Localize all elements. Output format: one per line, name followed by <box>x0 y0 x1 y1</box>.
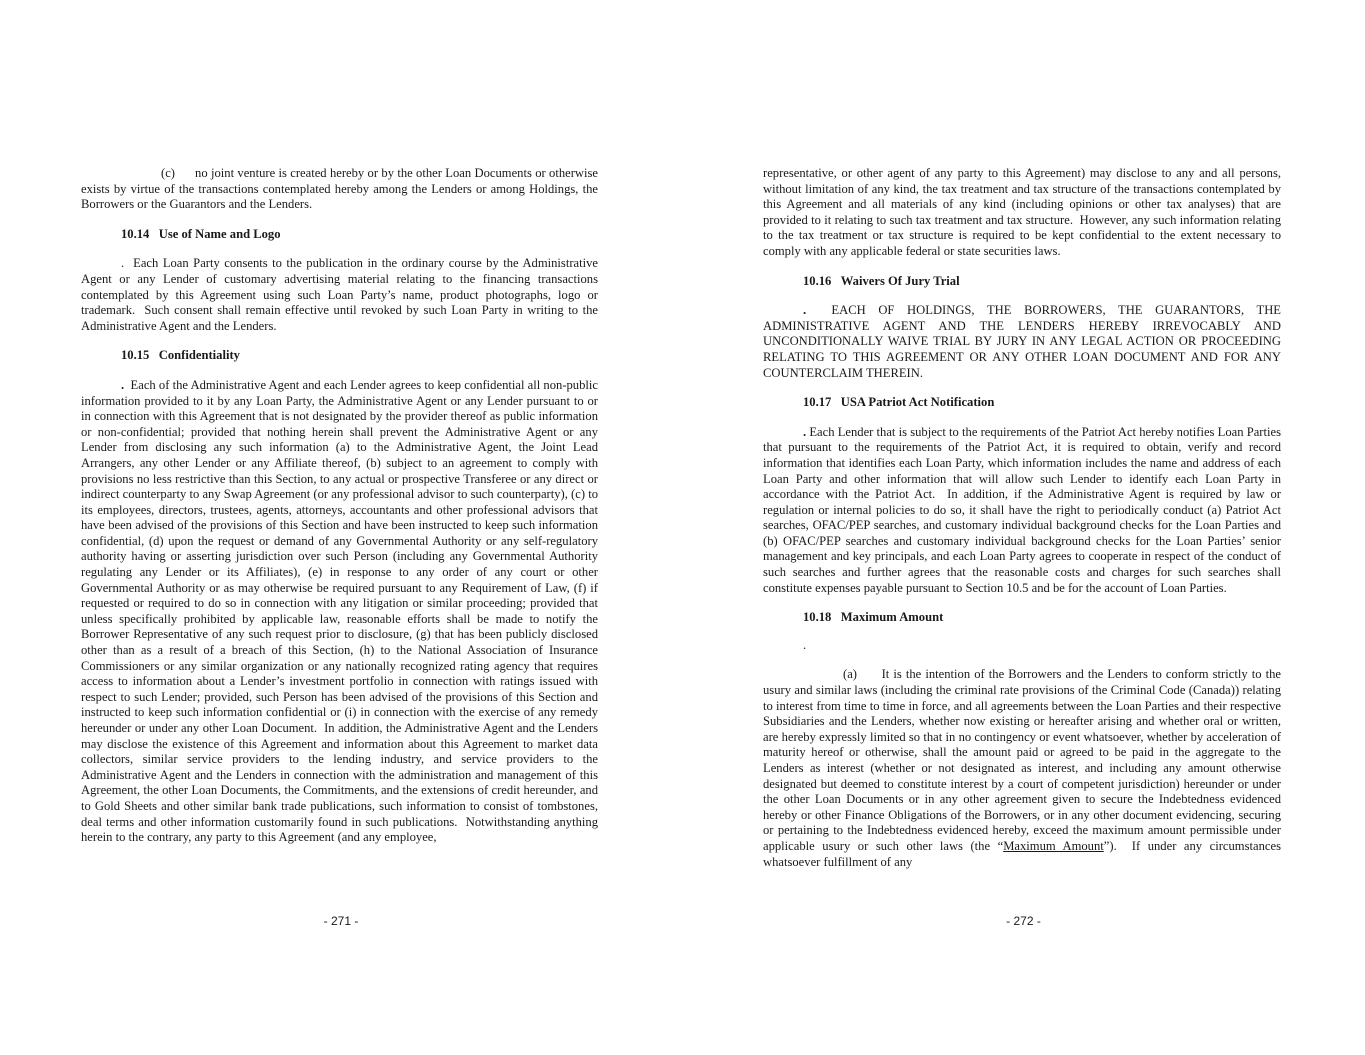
paragraph-continuation: representative, or other agent of any party to this Agreement) may disclose to any and all persons, without limitation of any kind, the tax treatment and tax structure of the transactions contemplated by this Agreement and all materials of any kind (including opinions or other tax analyses) that are provided to it relating to such tax treatment and tax structure. However, any such information relating to the tax treatment or tax structure is required to be kept confidential to the extent necessary to comply with any applicable federal or state securities laws. <box>763 166 1281 258</box>
paragraph-10-16 <box>763 303 1281 381</box>
paragraph-lead-dot: . <box>121 256 125 271</box>
section-heading-10-16: 10.16 Waivers Of Jury Trial <box>803 273 960 288</box>
left-page <box>0 0 682 1055</box>
paragraph-lead-dot: . <box>121 377 125 392</box>
paragraph-text: EACH OF HOLDINGS, THE BORROWERS, THE GUARANTORS, THE ADMINISTRATIVE AGENT AND THE LENDERS HEREBY IRREVOCABLY AND UNCONDITIONALLY WAIVE TRIAL BY JURY IN ANY LEGAL ACTION OR PROCEEDING RELATING TO THIS AGREEMENT OR ANY OTHER LOAN DOCUMENT AND FOR ANY COUNTERCLAIM THEREIN. <box>763 303 1281 380</box>
section-heading-10-18: 10.18 Maximum Amount <box>803 610 944 625</box>
page-number: - 271 - <box>323 914 359 928</box>
paragraph-c: (c) no joint venture is created hereby or by the other Loan Documents or otherwise exists by virtue of the transactions contemplated hereby among the Lenders or among Holdings, the Borrowers or the Guarantors and the Lenders. <box>81 166 598 212</box>
page-number: - 272 - <box>1006 914 1041 928</box>
paragraph-text: Each of the Administrative Agent and each Lender agrees to keep confidential all non-public information provided to it by any Loan Party, the Administrative Agent or any Lender pursuant to or in connection with this Agreement that is not designated by the provider thereof as public information or non-confidential; provided that nothing herein shall prevent the Administrative Agent or any Lender from disclosing any such information (a) to the Administrative Agent, the Joint Lead Arrangers, any other Lender or any Affiliate thereof, (b) subject to an agreement to comply with provisions no less restrictive than this Section, to any actual or prospective Transferee or any direct or indirect counterparty to any Swap Agreement (or any professional advisor to such counterparty), (c) to its employees, directors, trustees, agents, attorneys, accountants and other professional advisors that have been advised of the provisions of this Section and have been instructed to keep such information confidential, (d) upon the request or demand of any Governmental Authority or any self-regulatory authority having or asserting jurisdiction over such Person (including any Governmental Authority regulating any Lender or its Affiliates), (e) in response to any order of any court or other Governmental Authority or as may otherwise be required pursuant to any Requirement of Law, (f) if requested or required to do so in connection with any litigation or similar proceeding; provided that unless specifically prohibited by applicable law, reasonable efforts shall be made to notify the Borrower Representative of any such request prior to disclosure, (g) that has been publicly disclosed other than as a result of a breach of this Section, (h) to the National Association of Insurance Commissioners or any similar organization or any nationally recognized rating agency that requires access to information about a Lender’s investment portfolio in connection with ratings issued with respect to such Lender; provided, such Person has been advised of the provisions of this Section and instructed to keep such information confidential or (i) in connection with the exercise of any remedy hereunder or under any other Loan Document. In addition, the Administrative Agent and the Lenders may disclose the existence of this Agreement and information about this Agreement to market data collectors, similar service providers to the lending industry, and service providers to the Administrative Agent and the Lenders in connection with the administration and management of this Agreement, the other Loan Documents, the Commitments, and the extensions of credit hereunder, and to Gold Sheets and other similar bank trade publications, such information to consist of tombstones, deal terms and other information customarily found in such publications. Notwithstanding anything herein to the contrary, any party to this Agreement (and any employee, <box>81 377 598 845</box>
paragraph-a <box>763 667 1281 870</box>
section-heading-10-15: 10.15 Confidentiality <box>121 348 240 363</box>
stray-dot: . <box>803 637 807 652</box>
paragraph-lead-dot: . <box>803 424 807 439</box>
defined-term: Maximum Amount <box>1003 838 1104 853</box>
paragraph-text: Each Lender that is subject to the requirements of the Patriot Act hereby notifies Loan Parties that pursuant to the requirements of the Patriot Act, it is required to obtain, verify and record information that identifies each Loan Party, which information includes the name and address of each Loan Party and other information that will allow such Lender to identify each Loan Party in accordance with the Patriot Act. In addition, if the Administrative Agent is required by law or regulation or internal policies to do so, it shall have the right to periodically conduct (a) Patriot Act searches, OFAC/PEP searches, and customary individual background checks for the Loan Parties and (b) OFAC/PEP searches and customary individual background checks for the Loan Parties’ senior management and key principals, and each Loan Party agrees to cooperate in respect of the conduct of such searches and further agrees that the reasonable costs and charges for such searches shall constitute expenses payable pursuant to Section 10.5 and be for the account of Loan Parties. <box>763 424 1281 595</box>
section-heading-10-17: 10.17 USA Patriot Act Notification <box>803 395 995 410</box>
paragraph-10-15 <box>81 378 598 846</box>
paragraph-lead-dot: . <box>803 303 807 318</box>
paragraph-text: Each Loan Party consents to the publication in the ordinary course by the Administrative Agent or any Lender of customary advertising material relating to the financing transactions contemplated by this Agreement using such Loan Party’s name, product photographs, logo or trademark. Such consent shall remain effective until revoked by such Loan Party in writing to the Administrative Agent and the Lenders. <box>81 256 598 333</box>
paragraph-text: ”). If under any circumstances whatsoever fulfillment of any <box>763 838 1281 869</box>
right-page <box>682 0 1365 1055</box>
paragraph-text: (a) It is the intention of the Borrowers and the Lenders to conform strictly to the usury and similar laws (including the criminal rate provisions of the Criminal Code (Canada)) relating to interest from time to time in force, and all agreements between the Loan Parties and their respective Subsidiaries and the Lenders, whether now existing or hereafter arising and whether oral or written, are hereby expressly limited so that in no contingency or event whatsoever, whether by acceleration of maturity hereof or otherwise, shall the amount paid or agreed to be paid in the aggregate to the Lenders as interest (whether or not designated as interest, and including any amount otherwise designated but deemed to constitute interest by a court of competent jurisdiction) hereunder or under the other Loan Documents or in any other agreement given to secure the Indebtedness evidenced hereby or other Finance Obligations of the Borrowers, or in any other document evidencing, securing or pertaining to the Indebtedness evidenced hereby, exceed the maximum amount permissible under applicable usury or such other laws (the “ <box>763 667 1281 853</box>
paragraph-10-14 <box>81 256 598 334</box>
section-heading-10-14: 10.14 Use of Name and Logo <box>121 226 281 241</box>
paragraph-10-17 <box>763 425 1281 597</box>
right-text-column <box>763 166 1281 870</box>
left-text-column <box>81 166 598 846</box>
